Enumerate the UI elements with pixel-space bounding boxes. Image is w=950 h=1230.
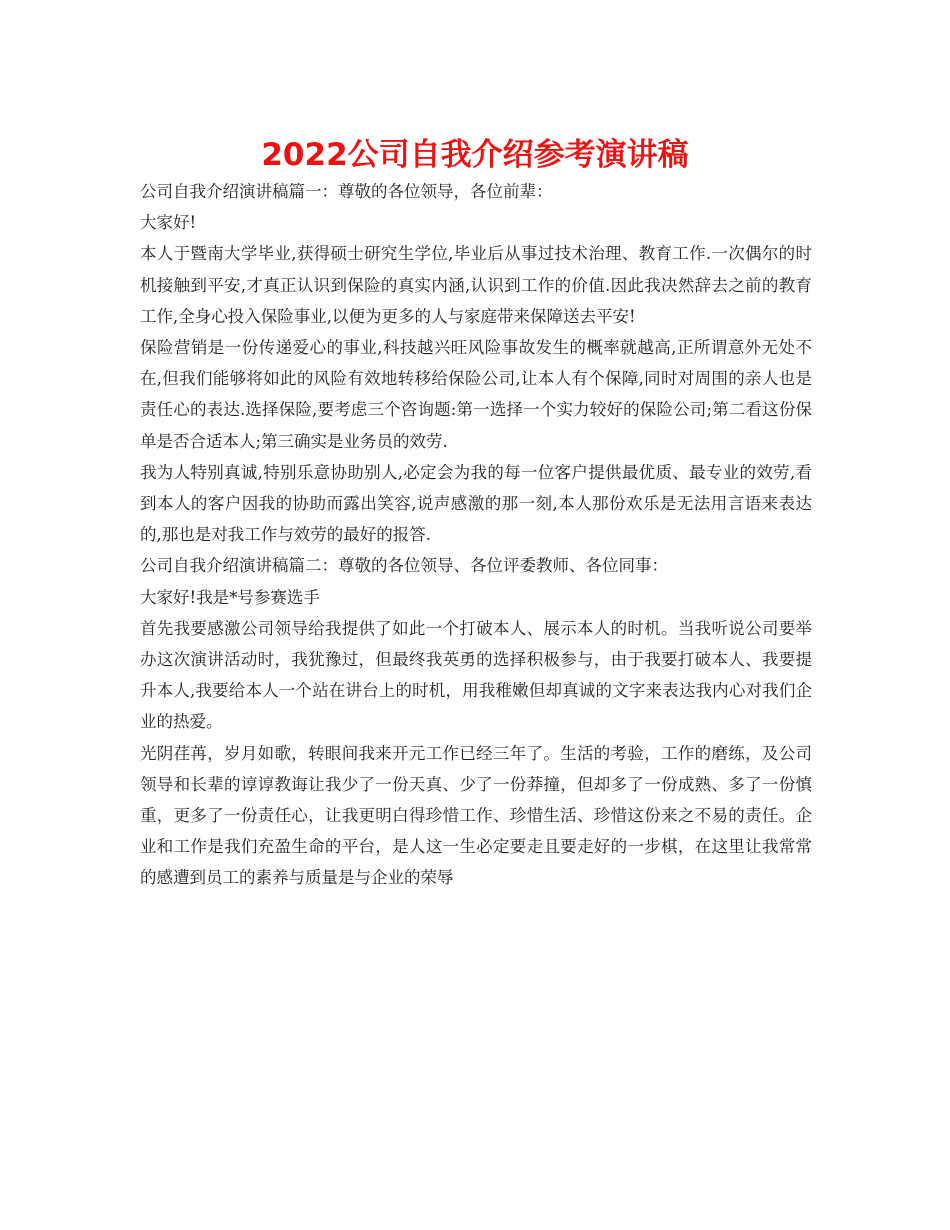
paragraph-insurance: 保险营销是一份传递爱心的事业,科技越兴旺风险事故发生的概率就越高,正所谓意外无处不在,但我们能够将如此的风险有效地转移给保险公司,让本人有个保障,同时对周围的亲人也是责任心的表达.选择保险,要考虑三个咨询题:第一选择一个实力较好的保险公司;第二看这份保单是否合适本人;第三确实是业务员的效劳. xyxy=(140,338,812,451)
paragraph-gratitude: 首先我要感激公司领导给我提供了如此一个打破本人、展示本人的时机。当我听说公司要举办这次演讲活动时，我犹豫过，但最终我英勇的选择积极参与，由于我要打破本人、我要提升本人,我要给本人一个站在讲台上的时机，用我稚嫩但却真诚的文字来表达我内心对我们企业的热爱。 xyxy=(140,618,812,732)
paragraph-greeting-1: 大家好! xyxy=(140,213,197,233)
paragraph-background: 本人于暨南大学毕业,获得硕士研究生学位,毕业后从事过技术治理、教育工作.一次偶尔的时机接触到平安,才真正认识到保险的真实内涵,认识到工作的价值.因此我决然辞去之前的教育工作,全身心投入保险事业,以便为更多的人与家庭带来保障送去平安! xyxy=(140,244,812,326)
paragraph-greeting-2: 大家好!我是*号参赛选手 xyxy=(140,587,320,607)
paragraph-salutation-1: 公司自我介绍演讲稿篇一：尊敬的各位领导，各位前辈： xyxy=(140,182,553,201)
paragraph-service: 我为人特别真诚,特别乐意协助别人,必定会为我的每一位客户提供最优质、最专业的效劳,看到本人的客户因我的协助而露出笑容,说声感激的那一刻,本人那份欢乐是无法用言语来表达的,那也是对我工作与效劳的最好的报答. xyxy=(140,462,812,545)
page-title: 2022公司自我介绍参考演讲稿 xyxy=(261,137,689,173)
paragraph-reflection: 光阴荏苒，岁月如歌，转眼间我来开元工作已经三年了。生活的考验，工作的磨练，及公司领导和长辈的谆谆教诲让我少了一份天真、少了一份莽撞，但却多了一份成熟、多了一份慎重，更多了一份责任心，让我更明白得珍惜工作、珍惜生活、珍惜这份来之不易的责任。企业和工作是我们充盈生命的平台，是人这一生必定要走且要走好的一步棋，在这里让我常常的感遭到员工的素养与质量是与企业的荣辱 xyxy=(140,743,812,888)
paragraph-salutation-2: 公司自我介绍演讲稿篇二：尊敬的各位领导、各位评委教师、各位同事： xyxy=(140,556,668,576)
document-body xyxy=(140,176,812,894)
